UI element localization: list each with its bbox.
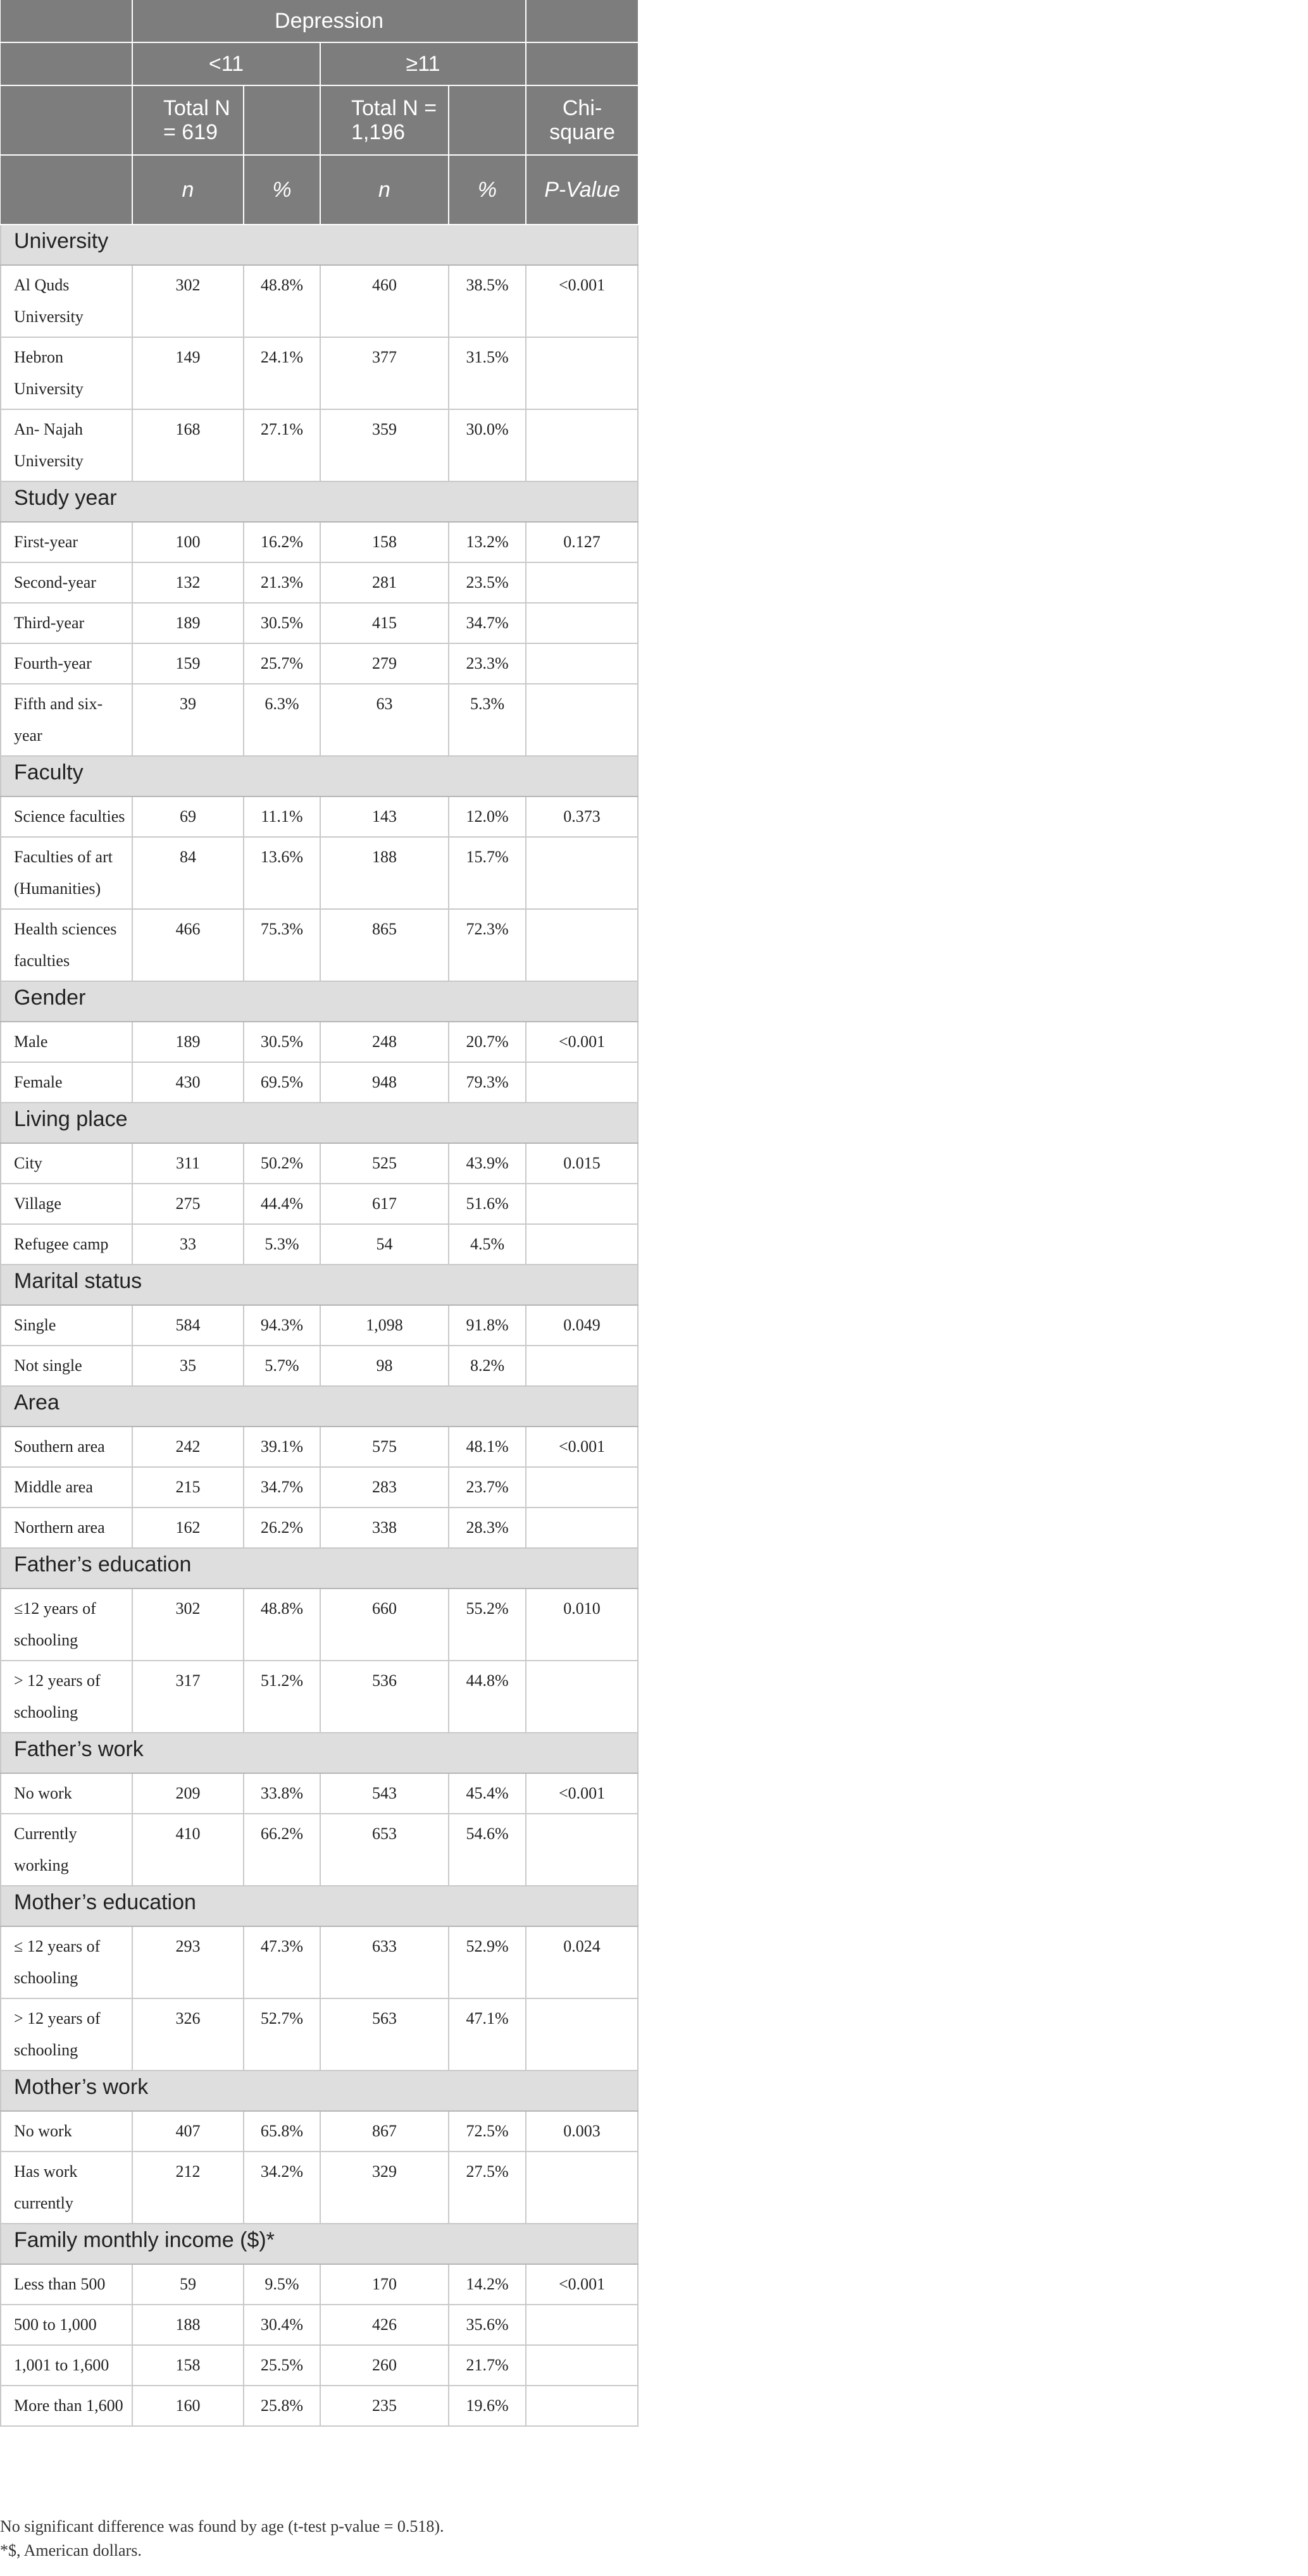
p-value bbox=[526, 1184, 638, 1224]
count-above-11: 279 bbox=[320, 643, 449, 684]
percent-above-11: 34.7% bbox=[449, 603, 526, 643]
row-label: Single bbox=[1, 1305, 132, 1346]
count-below-11: 168 bbox=[132, 409, 244, 481]
table-row bbox=[1, 2305, 638, 2345]
row-label: Faculties of art (Humanities) bbox=[1, 837, 132, 909]
table-row bbox=[1, 1814, 638, 1886]
header-below-11: <11 bbox=[132, 42, 320, 85]
row-label: Less than 500 bbox=[1, 2264, 132, 2305]
count-below-11: 160 bbox=[132, 2386, 244, 2426]
count-below-11: 584 bbox=[132, 1305, 244, 1346]
row-label: Male bbox=[1, 1022, 132, 1062]
count-above-11: 1,098 bbox=[320, 1305, 449, 1346]
count-below-11: 100 bbox=[132, 522, 244, 562]
table-row bbox=[1, 2152, 638, 2224]
p-value bbox=[526, 603, 638, 643]
row-label: Village bbox=[1, 1184, 132, 1224]
table-body bbox=[1, 225, 638, 2426]
percent-below-11: 52.7% bbox=[244, 1998, 320, 2071]
count-above-11: 98 bbox=[320, 1346, 449, 1386]
table-row bbox=[1, 522, 638, 562]
percent-above-11: 4.5% bbox=[449, 1224, 526, 1265]
count-above-11: 281 bbox=[320, 562, 449, 603]
count-above-11: 158 bbox=[320, 522, 449, 562]
row-label: Third-year bbox=[1, 603, 132, 643]
p-value: <0.001 bbox=[526, 1427, 638, 1467]
percent-below-11: 5.7% bbox=[244, 1346, 320, 1386]
p-value bbox=[526, 643, 638, 684]
p-value bbox=[526, 2345, 638, 2386]
group-title: Gender bbox=[1, 981, 638, 1022]
p-value: 0.024 bbox=[526, 1926, 638, 1998]
count-below-11: 35 bbox=[132, 1346, 244, 1386]
table-row bbox=[1, 2345, 638, 2386]
table-row bbox=[1, 2111, 638, 2152]
percent-below-11: 25.5% bbox=[244, 2345, 320, 2386]
group-title: Marital status bbox=[1, 1265, 638, 1305]
table-row bbox=[1, 562, 638, 603]
count-below-11: 311 bbox=[132, 1143, 244, 1184]
percent-above-11: 31.5% bbox=[449, 337, 526, 409]
p-value bbox=[526, 909, 638, 981]
row-label: Health sciences faculties bbox=[1, 909, 132, 981]
header-empty-cell bbox=[244, 85, 320, 155]
group-title: Mother’s education bbox=[1, 1886, 638, 1926]
header-empty-cell bbox=[1, 155, 132, 225]
table-row bbox=[1, 1184, 638, 1224]
count-above-11: 867 bbox=[320, 2111, 449, 2152]
percent-below-11: 44.4% bbox=[244, 1184, 320, 1224]
table-row bbox=[1, 1467, 638, 1508]
group-header-row bbox=[1, 481, 638, 522]
p-value: 0.003 bbox=[526, 2111, 638, 2152]
group-title: Faculty bbox=[1, 756, 638, 796]
percent-below-11: 30.4% bbox=[244, 2305, 320, 2345]
results-table-wrapper bbox=[0, 0, 637, 2427]
percent-above-11: 44.8% bbox=[449, 1661, 526, 1733]
group-title: Area bbox=[1, 1386, 638, 1427]
p-value bbox=[526, 2152, 638, 2224]
group-header-row bbox=[1, 756, 638, 796]
percent-below-11: 94.3% bbox=[244, 1305, 320, 1346]
count-above-11: 359 bbox=[320, 409, 449, 481]
count-below-11: 275 bbox=[132, 1184, 244, 1224]
row-label: No work bbox=[1, 1773, 132, 1814]
count-above-11: 377 bbox=[320, 337, 449, 409]
count-above-11: 525 bbox=[320, 1143, 449, 1184]
percent-above-11: 35.6% bbox=[449, 2305, 526, 2345]
count-below-11: 132 bbox=[132, 562, 244, 603]
header-depression: Depression bbox=[132, 0, 526, 42]
group-title: Father’s education bbox=[1, 1548, 638, 1588]
count-below-11: 159 bbox=[132, 643, 244, 684]
count-above-11: 563 bbox=[320, 1998, 449, 2071]
group-header-row bbox=[1, 1265, 638, 1305]
p-value bbox=[526, 1508, 638, 1548]
count-below-11: 317 bbox=[132, 1661, 244, 1733]
percent-above-11: 15.7% bbox=[449, 837, 526, 909]
count-below-11: 293 bbox=[132, 1926, 244, 1998]
percent-above-11: 5.3% bbox=[449, 684, 526, 756]
percent-above-11: 23.5% bbox=[449, 562, 526, 603]
group-header-row bbox=[1, 1386, 638, 1427]
percent-below-11: 33.8% bbox=[244, 1773, 320, 1814]
header-p-value: P-Value bbox=[526, 155, 638, 225]
percent-above-11: 19.6% bbox=[449, 2386, 526, 2426]
percent-above-11: 30.0% bbox=[449, 409, 526, 481]
count-above-11: 170 bbox=[320, 2264, 449, 2305]
group-title: Living place bbox=[1, 1103, 638, 1143]
p-value: <0.001 bbox=[526, 1773, 638, 1814]
p-value bbox=[526, 1467, 638, 1508]
percent-below-11: 30.5% bbox=[244, 603, 320, 643]
count-above-11: 865 bbox=[320, 909, 449, 981]
percent-below-11: 21.3% bbox=[244, 562, 320, 603]
percent-below-11: 13.6% bbox=[244, 837, 320, 909]
group-header-row bbox=[1, 2071, 638, 2111]
percent-below-11: 25.8% bbox=[244, 2386, 320, 2426]
group-title: University bbox=[1, 225, 638, 265]
count-above-11: 260 bbox=[320, 2345, 449, 2386]
p-value bbox=[526, 684, 638, 756]
table-row bbox=[1, 1588, 638, 1661]
percent-above-11: 23.3% bbox=[449, 643, 526, 684]
count-above-11: 948 bbox=[320, 1062, 449, 1103]
percent-above-11: 91.8% bbox=[449, 1305, 526, 1346]
group-header-row bbox=[1, 1103, 638, 1143]
row-label: Second-year bbox=[1, 562, 132, 603]
table-row bbox=[1, 1224, 638, 1265]
percent-above-11: 79.3% bbox=[449, 1062, 526, 1103]
percent-above-11: 45.4% bbox=[449, 1773, 526, 1814]
percent-below-11: 66.2% bbox=[244, 1814, 320, 1886]
table-row bbox=[1, 1773, 638, 1814]
percent-above-11: 55.2% bbox=[449, 1588, 526, 1661]
percent-below-11: 25.7% bbox=[244, 643, 320, 684]
count-above-11: 536 bbox=[320, 1661, 449, 1733]
percent-above-11: 47.1% bbox=[449, 1998, 526, 2071]
percent-below-11: 16.2% bbox=[244, 522, 320, 562]
percent-above-11: 21.7% bbox=[449, 2345, 526, 2386]
count-below-11: 466 bbox=[132, 909, 244, 981]
row-label: Middle area bbox=[1, 1467, 132, 1508]
count-below-11: 39 bbox=[132, 684, 244, 756]
header-pct-above: % bbox=[449, 155, 526, 225]
percent-below-11: 39.1% bbox=[244, 1427, 320, 1467]
group-header-row bbox=[1, 1548, 638, 1588]
p-value: <0.001 bbox=[526, 1022, 638, 1062]
header-empty-cell bbox=[1, 0, 132, 42]
footnote-currency: *$, American dollars. bbox=[0, 2541, 142, 2560]
percent-above-11: 28.3% bbox=[449, 1508, 526, 1548]
table-row bbox=[1, 1143, 638, 1184]
table-row bbox=[1, 2386, 638, 2426]
count-below-11: 189 bbox=[132, 1022, 244, 1062]
count-above-11: 575 bbox=[320, 1427, 449, 1467]
p-value bbox=[526, 409, 638, 481]
p-value bbox=[526, 562, 638, 603]
percent-above-11: 20.7% bbox=[449, 1022, 526, 1062]
row-label: City bbox=[1, 1143, 132, 1184]
count-below-11: 302 bbox=[132, 265, 244, 337]
group-title: Family monthly income ($)* bbox=[1, 2224, 638, 2264]
count-below-11: 84 bbox=[132, 837, 244, 909]
row-label: More than 1,600 bbox=[1, 2386, 132, 2426]
table-row bbox=[1, 1998, 638, 2071]
header-pct-below: % bbox=[244, 155, 320, 225]
header-empty-cell bbox=[526, 42, 638, 85]
header-above-11: ≥11 bbox=[320, 42, 526, 85]
table-row bbox=[1, 409, 638, 481]
percent-above-11: 14.2% bbox=[449, 2264, 526, 2305]
table-row bbox=[1, 1427, 638, 1467]
row-label: An- Najah University bbox=[1, 409, 132, 481]
percent-below-11: 48.8% bbox=[244, 265, 320, 337]
p-value bbox=[526, 1814, 638, 1886]
table-row bbox=[1, 1661, 638, 1733]
row-label: Al Quds University bbox=[1, 265, 132, 337]
count-above-11: 283 bbox=[320, 1467, 449, 1508]
percent-above-11: 38.5% bbox=[449, 265, 526, 337]
count-above-11: 248 bbox=[320, 1022, 449, 1062]
group-title: Study year bbox=[1, 481, 638, 522]
row-label: Refugee camp bbox=[1, 1224, 132, 1265]
row-label: Not single bbox=[1, 1346, 132, 1386]
percent-above-11: 54.6% bbox=[449, 1814, 526, 1886]
row-label: Currently working bbox=[1, 1814, 132, 1886]
table-row bbox=[1, 603, 638, 643]
p-value: <0.001 bbox=[526, 265, 638, 337]
percent-above-11: 52.9% bbox=[449, 1926, 526, 1998]
p-value: 0.049 bbox=[526, 1305, 638, 1346]
p-value: <0.001 bbox=[526, 2264, 638, 2305]
percent-below-11: 69.5% bbox=[244, 1062, 320, 1103]
count-above-11: 329 bbox=[320, 2152, 449, 2224]
row-label: Science faculties bbox=[1, 796, 132, 837]
count-below-11: 430 bbox=[132, 1062, 244, 1103]
header-empty-cell bbox=[449, 85, 526, 155]
table-row bbox=[1, 909, 638, 981]
row-label: No work bbox=[1, 2111, 132, 2152]
group-header-row bbox=[1, 2224, 638, 2264]
p-value bbox=[526, 337, 638, 409]
count-below-11: 302 bbox=[132, 1588, 244, 1661]
percent-below-11: 50.2% bbox=[244, 1143, 320, 1184]
row-label: Fifth and six-year bbox=[1, 684, 132, 756]
percent-below-11: 75.3% bbox=[244, 909, 320, 981]
depression-table bbox=[0, 0, 638, 2427]
percent-above-11: 23.7% bbox=[449, 1467, 526, 1508]
count-below-11: 242 bbox=[132, 1427, 244, 1467]
count-above-11: 426 bbox=[320, 2305, 449, 2345]
count-above-11: 63 bbox=[320, 684, 449, 756]
table-row bbox=[1, 1346, 638, 1386]
percent-below-11: 34.2% bbox=[244, 2152, 320, 2224]
p-value bbox=[526, 2305, 638, 2345]
percent-below-11: 5.3% bbox=[244, 1224, 320, 1265]
percent-above-11: 48.1% bbox=[449, 1427, 526, 1467]
table-row bbox=[1, 265, 638, 337]
count-below-11: 410 bbox=[132, 1814, 244, 1886]
count-above-11: 54 bbox=[320, 1224, 449, 1265]
count-above-11: 338 bbox=[320, 1508, 449, 1548]
table-header bbox=[1, 0, 638, 225]
count-above-11: 617 bbox=[320, 1184, 449, 1224]
count-below-11: 209 bbox=[132, 1773, 244, 1814]
count-above-11: 653 bbox=[320, 1814, 449, 1886]
percent-below-11: 47.3% bbox=[244, 1926, 320, 1998]
table-row bbox=[1, 684, 638, 756]
count-above-11: 188 bbox=[320, 837, 449, 909]
count-below-11: 158 bbox=[132, 2345, 244, 2386]
table-row bbox=[1, 643, 638, 684]
count-below-11: 215 bbox=[132, 1467, 244, 1508]
table-row bbox=[1, 837, 638, 909]
header-chi-square: Chi-square bbox=[526, 85, 638, 155]
percent-below-11: 11.1% bbox=[244, 796, 320, 837]
count-below-11: 189 bbox=[132, 603, 244, 643]
header-empty-cell bbox=[526, 0, 638, 42]
percent-below-11: 34.7% bbox=[244, 1467, 320, 1508]
row-label: Fourth-year bbox=[1, 643, 132, 684]
header-empty-cell bbox=[1, 42, 132, 85]
count-below-11: 188 bbox=[132, 2305, 244, 2345]
group-header-row bbox=[1, 981, 638, 1022]
percent-above-11: 12.0% bbox=[449, 796, 526, 837]
count-above-11: 415 bbox=[320, 603, 449, 643]
count-above-11: 660 bbox=[320, 1588, 449, 1661]
percent-below-11: 6.3% bbox=[244, 684, 320, 756]
percent-below-11: 30.5% bbox=[244, 1022, 320, 1062]
percent-below-11: 65.8% bbox=[244, 2111, 320, 2152]
row-label: Hebron University bbox=[1, 337, 132, 409]
group-header-row bbox=[1, 225, 638, 265]
row-label: Southern area bbox=[1, 1427, 132, 1467]
table-row bbox=[1, 1926, 638, 1998]
count-below-11: 162 bbox=[132, 1508, 244, 1548]
row-label: 500 to 1,000 bbox=[1, 2305, 132, 2345]
header-n-above: n bbox=[320, 155, 449, 225]
percent-below-11: 27.1% bbox=[244, 409, 320, 481]
p-value bbox=[526, 1661, 638, 1733]
p-value bbox=[526, 1224, 638, 1265]
p-value bbox=[526, 837, 638, 909]
count-above-11: 633 bbox=[320, 1926, 449, 1998]
p-value: 0.127 bbox=[526, 522, 638, 562]
group-header-row bbox=[1, 1886, 638, 1926]
p-value bbox=[526, 2386, 638, 2426]
row-label: > 12 years of schooling bbox=[1, 1661, 132, 1733]
table-row bbox=[1, 796, 638, 837]
count-above-11: 543 bbox=[320, 1773, 449, 1814]
p-value: 0.010 bbox=[526, 1588, 638, 1661]
count-above-11: 460 bbox=[320, 265, 449, 337]
table-row bbox=[1, 2264, 638, 2305]
count-below-11: 149 bbox=[132, 337, 244, 409]
percent-below-11: 26.2% bbox=[244, 1508, 320, 1548]
row-label: Has work currently bbox=[1, 2152, 132, 2224]
row-label: First-year bbox=[1, 522, 132, 562]
percent-above-11: 51.6% bbox=[449, 1184, 526, 1224]
header-n-below: n bbox=[132, 155, 244, 225]
table-row bbox=[1, 1022, 638, 1062]
percent-above-11: 72.3% bbox=[449, 909, 526, 981]
p-value: 0.015 bbox=[526, 1143, 638, 1184]
table-row bbox=[1, 337, 638, 409]
count-above-11: 143 bbox=[320, 796, 449, 837]
header-total-below: Total N = 619 bbox=[132, 85, 244, 155]
count-below-11: 59 bbox=[132, 2264, 244, 2305]
p-value bbox=[526, 1062, 638, 1103]
percent-below-11: 9.5% bbox=[244, 2264, 320, 2305]
table-row bbox=[1, 1508, 638, 1548]
count-above-11: 235 bbox=[320, 2386, 449, 2426]
count-below-11: 69 bbox=[132, 796, 244, 837]
group-header-row bbox=[1, 1733, 638, 1773]
p-value: 0.373 bbox=[526, 796, 638, 837]
p-value bbox=[526, 1998, 638, 2071]
count-below-11: 33 bbox=[132, 1224, 244, 1265]
p-value bbox=[526, 1346, 638, 1386]
count-below-11: 212 bbox=[132, 2152, 244, 2224]
percent-below-11: 48.8% bbox=[244, 1588, 320, 1661]
table-row bbox=[1, 1305, 638, 1346]
percent-above-11: 43.9% bbox=[449, 1143, 526, 1184]
table-row bbox=[1, 1062, 638, 1103]
percent-above-11: 8.2% bbox=[449, 1346, 526, 1386]
header-total-above: Total N = 1,196 bbox=[320, 85, 449, 155]
percent-above-11: 72.5% bbox=[449, 2111, 526, 2152]
count-below-11: 326 bbox=[132, 1998, 244, 2071]
percent-above-11: 13.2% bbox=[449, 522, 526, 562]
row-label: > 12 years of schooling bbox=[1, 1998, 132, 2071]
header-empty-cell bbox=[1, 85, 132, 155]
group-title: Mother’s work bbox=[1, 2071, 638, 2111]
row-label: Female bbox=[1, 1062, 132, 1103]
count-below-11: 407 bbox=[132, 2111, 244, 2152]
footnote-age: No significant difference was found by age (t-test p-value = 0.518). bbox=[0, 2517, 444, 2536]
percent-below-11: 51.2% bbox=[244, 1661, 320, 1733]
percent-below-11: 24.1% bbox=[244, 337, 320, 409]
row-label: ≤12 years of schooling bbox=[1, 1588, 132, 1661]
row-label: ≤ 12 years of schooling bbox=[1, 1926, 132, 1998]
group-title: Father’s work bbox=[1, 1733, 638, 1773]
percent-above-11: 27.5% bbox=[449, 2152, 526, 2224]
row-label: 1,001 to 1,600 bbox=[1, 2345, 132, 2386]
table-footnotes bbox=[0, 2515, 637, 2563]
row-label: Northern area bbox=[1, 1508, 132, 1548]
